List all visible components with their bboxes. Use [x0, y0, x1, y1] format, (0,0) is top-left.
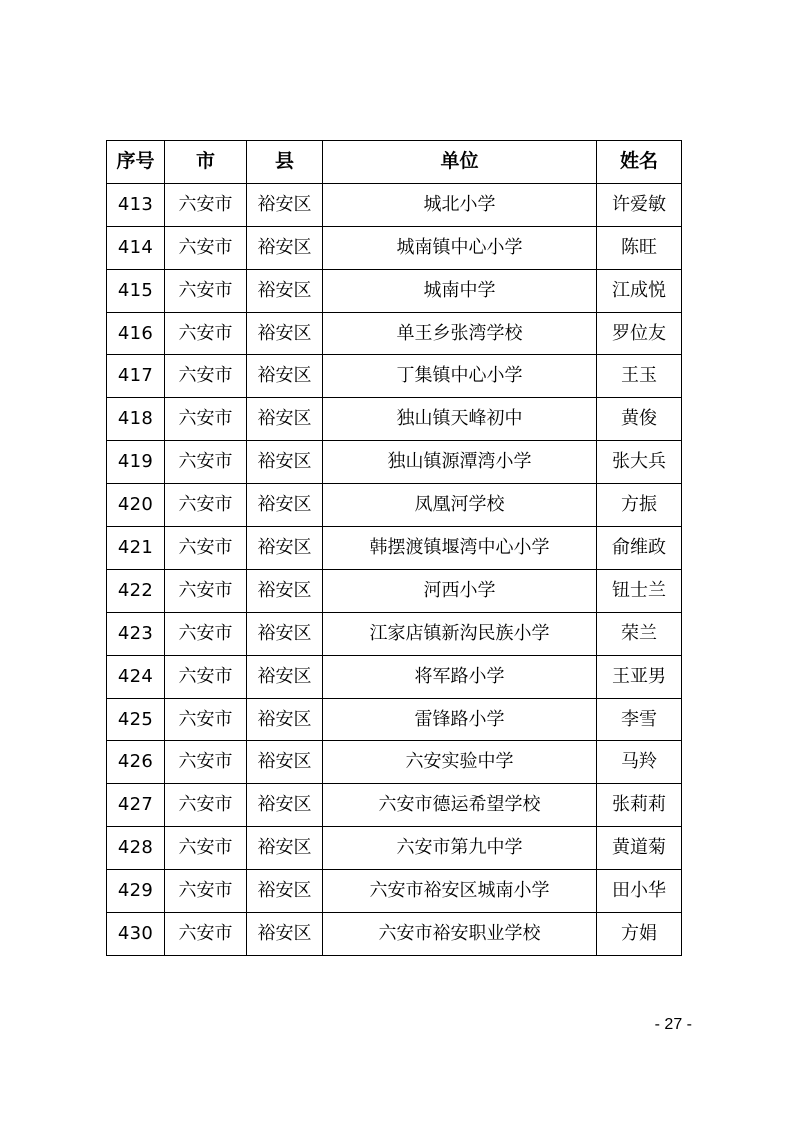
cell-city: 六安市 [165, 312, 247, 355]
cell-serial-number: 428 [107, 827, 165, 870]
cell-unit: 韩摆渡镇堰湾中心小学 [323, 527, 597, 570]
header-unit: 单位 [323, 141, 597, 184]
cell-unit: 独山镇天峰初中 [323, 398, 597, 441]
cell-city: 六安市 [165, 269, 247, 312]
cell-city: 六安市 [165, 398, 247, 441]
cell-unit: 河西小学 [323, 569, 597, 612]
cell-unit: 丁集镇中心小学 [323, 355, 597, 398]
cell-unit: 六安实验中学 [323, 741, 597, 784]
cell-city: 六安市 [165, 784, 247, 827]
header-serial-number: 序号 [107, 141, 165, 184]
cell-city: 六安市 [165, 913, 247, 956]
cell-city: 六安市 [165, 226, 247, 269]
roster-table [106, 140, 682, 956]
cell-unit: 六安市德运希望学校 [323, 784, 597, 827]
cell-county: 裕安区 [247, 698, 323, 741]
cell-unit: 六安市第九中学 [323, 827, 597, 870]
cell-serial-number: 430 [107, 913, 165, 956]
cell-unit: 雷锋路小学 [323, 698, 597, 741]
cell-unit: 独山镇源潭湾小学 [323, 441, 597, 484]
cell-name: 田小华 [597, 870, 682, 913]
header-county: 县 [247, 141, 323, 184]
cell-county: 裕安区 [247, 269, 323, 312]
cell-city: 六安市 [165, 870, 247, 913]
cell-name: 黄道菊 [597, 827, 682, 870]
cell-name: 许爱敏 [597, 183, 682, 226]
cell-serial-number: 424 [107, 655, 165, 698]
header-row [107, 141, 682, 184]
table-row [107, 527, 682, 570]
cell-name: 黄俊 [597, 398, 682, 441]
cell-county: 裕安区 [247, 870, 323, 913]
header-name: 姓名 [597, 141, 682, 184]
table-row [107, 870, 682, 913]
cell-name: 俞维政 [597, 527, 682, 570]
cell-serial-number: 427 [107, 784, 165, 827]
page-number: - 27 - [654, 1016, 692, 1033]
cell-city: 六安市 [165, 527, 247, 570]
cell-city: 六安市 [165, 655, 247, 698]
header-city: 市 [165, 141, 247, 184]
table-row [107, 484, 682, 527]
cell-serial-number: 419 [107, 441, 165, 484]
table-row [107, 569, 682, 612]
cell-county: 裕安区 [247, 484, 323, 527]
cell-county: 裕安区 [247, 913, 323, 956]
cell-serial-number: 418 [107, 398, 165, 441]
cell-city: 六安市 [165, 441, 247, 484]
cell-county: 裕安区 [247, 741, 323, 784]
table-row [107, 312, 682, 355]
table-row [107, 698, 682, 741]
table-row [107, 269, 682, 312]
cell-county: 裕安区 [247, 827, 323, 870]
cell-serial-number: 413 [107, 183, 165, 226]
cell-name: 钮士兰 [597, 569, 682, 612]
cell-name: 马羚 [597, 741, 682, 784]
cell-serial-number: 429 [107, 870, 165, 913]
cell-unit: 单王乡张湾学校 [323, 312, 597, 355]
cell-name: 王亚男 [597, 655, 682, 698]
cell-serial-number: 426 [107, 741, 165, 784]
cell-name: 王玉 [597, 355, 682, 398]
cell-county: 裕安区 [247, 527, 323, 570]
table-body [107, 183, 682, 955]
cell-name: 罗位友 [597, 312, 682, 355]
cell-city: 六安市 [165, 484, 247, 527]
cell-name: 荣兰 [597, 612, 682, 655]
cell-city: 六安市 [165, 569, 247, 612]
cell-county: 裕安区 [247, 655, 323, 698]
cell-serial-number: 415 [107, 269, 165, 312]
cell-city: 六安市 [165, 612, 247, 655]
cell-county: 裕安区 [247, 398, 323, 441]
cell-name: 江成悦 [597, 269, 682, 312]
cell-serial-number: 421 [107, 527, 165, 570]
cell-serial-number: 423 [107, 612, 165, 655]
table-row [107, 913, 682, 956]
cell-serial-number: 414 [107, 226, 165, 269]
cell-name: 张莉莉 [597, 784, 682, 827]
cell-unit: 城南镇中心小学 [323, 226, 597, 269]
cell-city: 六安市 [165, 741, 247, 784]
table-row [107, 741, 682, 784]
table-row [107, 183, 682, 226]
cell-unit: 城北小学 [323, 183, 597, 226]
cell-unit: 城南中学 [323, 269, 597, 312]
cell-name: 陈旺 [597, 226, 682, 269]
cell-serial-number: 420 [107, 484, 165, 527]
table-row [107, 827, 682, 870]
cell-county: 裕安区 [247, 226, 323, 269]
cell-city: 六安市 [165, 827, 247, 870]
cell-unit: 六安市裕安职业学校 [323, 913, 597, 956]
cell-serial-number: 417 [107, 355, 165, 398]
cell-county: 裕安区 [247, 569, 323, 612]
cell-unit: 六安市裕安区城南小学 [323, 870, 597, 913]
table-header [107, 141, 682, 184]
table-row [107, 655, 682, 698]
cell-name: 李雪 [597, 698, 682, 741]
cell-county: 裕安区 [247, 612, 323, 655]
cell-city: 六安市 [165, 355, 247, 398]
cell-county: 裕安区 [247, 312, 323, 355]
cell-serial-number: 422 [107, 569, 165, 612]
cell-serial-number: 416 [107, 312, 165, 355]
cell-county: 裕安区 [247, 784, 323, 827]
cell-unit: 凤凰河学校 [323, 484, 597, 527]
cell-county: 裕安区 [247, 355, 323, 398]
cell-city: 六安市 [165, 183, 247, 226]
table-row [107, 441, 682, 484]
cell-name: 方娟 [597, 913, 682, 956]
cell-city: 六安市 [165, 698, 247, 741]
table-row [107, 612, 682, 655]
cell-unit: 将军路小学 [323, 655, 597, 698]
table-row [107, 398, 682, 441]
cell-serial-number: 425 [107, 698, 165, 741]
table-row [107, 226, 682, 269]
table-row [107, 784, 682, 827]
cell-county: 裕安区 [247, 441, 323, 484]
cell-name: 张大兵 [597, 441, 682, 484]
cell-name: 方振 [597, 484, 682, 527]
cell-unit: 江家店镇新沟民族小学 [323, 612, 597, 655]
table-row [107, 355, 682, 398]
cell-county: 裕安区 [247, 183, 323, 226]
